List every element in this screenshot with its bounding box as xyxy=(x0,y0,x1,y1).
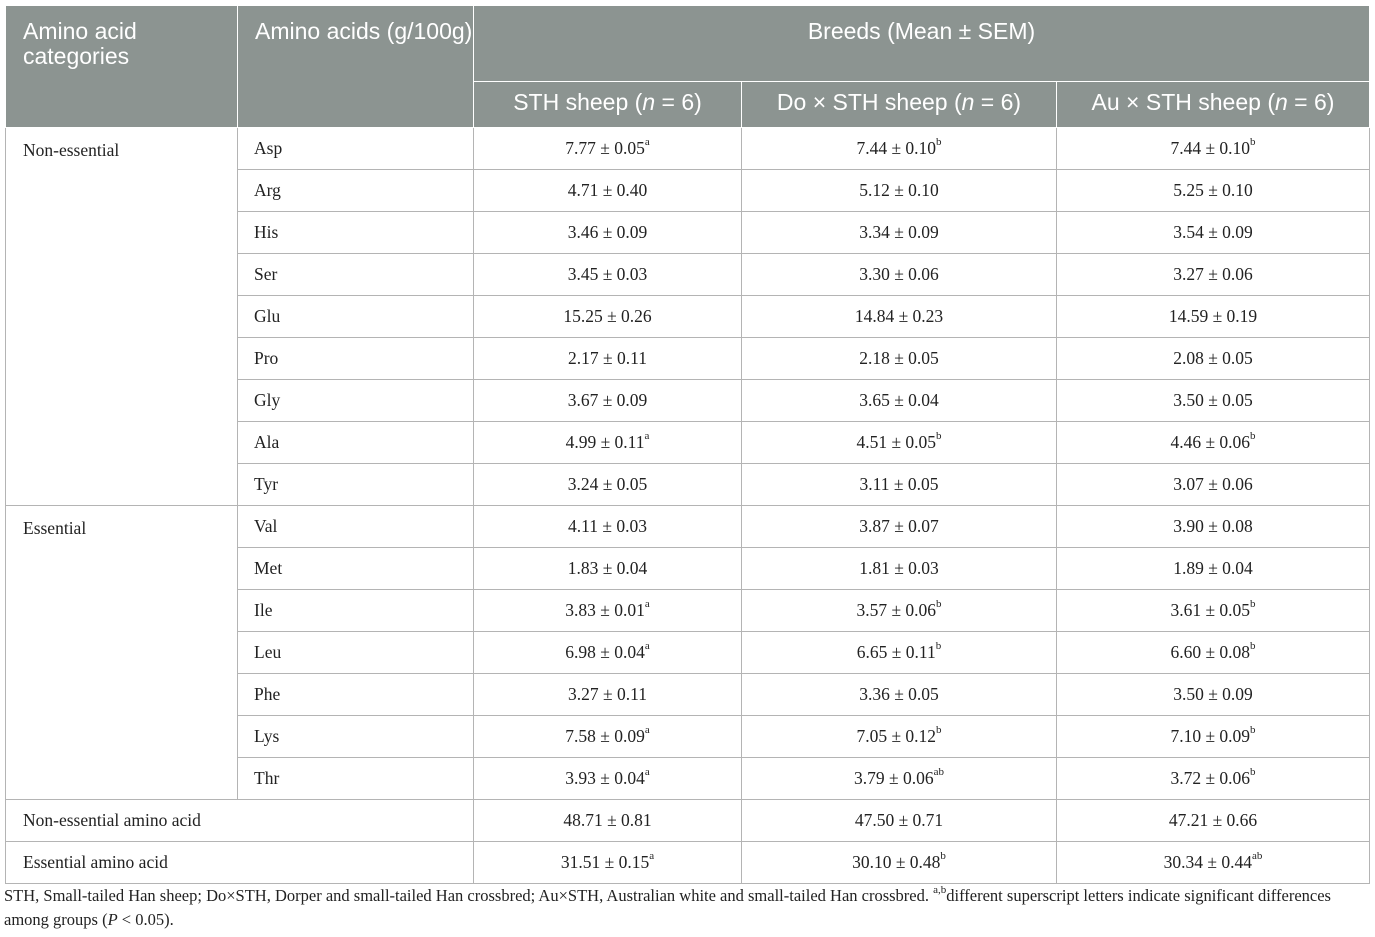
value-text: 3.27 ± 0.11 xyxy=(568,684,647,704)
table-row xyxy=(6,128,1370,170)
value-cell xyxy=(1057,674,1370,716)
table-footnote: STH, Small-tailed Han sheep; Do×STH, Dorper and small-tailed Han crossbred; Au×STH, Australian white and small-tailed Han crossbred. $^{a,b}$different superscript letters indicate significant differences among groups (P < 0.05). xyxy=(4,883,1331,929)
value-text: 3.83 ± 0.01 xyxy=(565,600,645,620)
significance-superscript: b xyxy=(1250,724,1256,737)
significance-superscript: b xyxy=(935,640,942,653)
header-amino-acids: Amino acids (g/100g) xyxy=(238,6,474,128)
value-text: 31.51 ± 0.15 xyxy=(560,852,650,872)
significance-superscript: b xyxy=(936,598,942,611)
table-header xyxy=(6,6,1370,128)
table-row xyxy=(6,506,1370,548)
value-cell xyxy=(474,800,742,842)
value-text: 30.10 ± 0.48 xyxy=(852,852,941,872)
header-breed-sth: STH sheep (n = 6) xyxy=(474,82,742,128)
value-text: 4.46 ± 0.06 xyxy=(1170,432,1251,452)
category-essential: Essential xyxy=(6,506,238,800)
value-text: 3.90 ± 0.08 xyxy=(1173,516,1253,536)
amino-acid-table-container xyxy=(5,5,1369,884)
value-text: 3.61 ± 0.05 xyxy=(1170,600,1251,620)
value-cell xyxy=(1057,254,1370,296)
header-category: Amino acid categories xyxy=(6,6,238,128)
table-body xyxy=(6,128,1370,884)
value-text: 3.11 ± 0.05 xyxy=(859,474,939,494)
value-text: 1.83 ± 0.04 xyxy=(567,558,648,578)
amino-acid-name: Ile xyxy=(238,590,474,632)
value-text: 48.71 ± 0.81 xyxy=(563,810,652,830)
value-cell xyxy=(1057,716,1370,758)
value-cell xyxy=(742,170,1057,212)
value-text: 3.27 ± 0.06 xyxy=(1173,264,1253,284)
value-text: 3.46 ± 0.09 xyxy=(567,222,648,242)
value-cell xyxy=(742,380,1057,422)
value-cell xyxy=(742,674,1057,716)
value-text: 3.72 ± 0.06 xyxy=(1170,768,1251,788)
value-text: 7.44 ± 0.10 xyxy=(1170,138,1251,158)
amino-acid-name: His xyxy=(238,212,474,254)
value-text: 3.36 ± 0.05 xyxy=(859,684,939,704)
value-cell xyxy=(742,548,1057,590)
significance-superscript: b xyxy=(1250,640,1256,653)
value-text: 6.60 ± 0.08 xyxy=(1170,642,1251,662)
amino-acid-name: Ser xyxy=(238,254,474,296)
value-text: 4.71 ± 0.40 xyxy=(567,180,648,200)
value-cell xyxy=(742,464,1057,506)
amino-acid-name: Met xyxy=(238,548,474,590)
value-cell xyxy=(742,212,1057,254)
value-text: 7.05 ± 0.12 xyxy=(856,726,937,746)
significance-superscript: a xyxy=(644,136,650,149)
value-cell xyxy=(474,254,742,296)
value-text: 4.99 ± 0.11 xyxy=(565,432,645,452)
value-cell xyxy=(474,590,742,632)
significance-superscript: b xyxy=(936,724,942,737)
value-text: 3.50 ± 0.05 xyxy=(1173,390,1253,410)
value-cell xyxy=(1057,128,1370,170)
significance-superscript: a xyxy=(644,598,650,611)
value-cell xyxy=(1057,506,1370,548)
value-text: 3.93 ± 0.04 xyxy=(565,768,645,788)
header-breed-do-sth: Do × STH sheep (n = 6) xyxy=(742,82,1057,128)
value-cell xyxy=(1057,632,1370,674)
value-text: 5.12 ± 0.10 xyxy=(859,180,939,200)
value-text: 30.34 ± 0.44 xyxy=(1163,852,1252,872)
value-text: 3.45 ± 0.03 xyxy=(567,264,648,284)
amino-acid-name: Thr xyxy=(238,758,474,800)
value-text: 3.79 ± 0.06 xyxy=(854,768,934,788)
value-cell xyxy=(474,212,742,254)
header-breed-au-sth: Au × STH sheep (n = 6) xyxy=(1057,82,1370,128)
value-text: 14.84 ± 0.23 xyxy=(854,306,944,326)
value-text: 3.30 ± 0.06 xyxy=(859,264,939,284)
value-cell xyxy=(474,296,742,338)
significance-superscript: b xyxy=(936,136,942,149)
value-text: 15.25 ± 0.26 xyxy=(563,306,652,326)
amino-acid-name: Gly xyxy=(238,380,474,422)
value-cell xyxy=(742,632,1057,674)
value-text: 2.18 ± 0.05 xyxy=(859,348,939,368)
value-text: 3.54 ± 0.09 xyxy=(1173,222,1253,242)
total-label: Non-essential amino acid xyxy=(6,800,474,842)
value-text: 7.10 ± 0.09 xyxy=(1170,726,1251,746)
value-text: 5.25 ± 0.10 xyxy=(1173,180,1253,200)
significance-superscript: b xyxy=(1250,136,1256,149)
value-cell xyxy=(474,632,742,674)
significance-superscript: b xyxy=(1250,430,1256,443)
amino-acid-name: Ala xyxy=(238,422,474,464)
value-cell xyxy=(474,170,742,212)
total-row xyxy=(6,800,1370,842)
value-cell xyxy=(1057,380,1370,422)
value-text: 3.50 ± 0.09 xyxy=(1173,684,1253,704)
value-cell xyxy=(742,128,1057,170)
value-cell xyxy=(474,464,742,506)
significance-superscript: b xyxy=(1250,766,1256,779)
significance-superscript: a xyxy=(644,724,650,737)
value-cell xyxy=(1057,758,1370,800)
value-cell xyxy=(474,548,742,590)
value-cell xyxy=(474,842,742,884)
value-text: 1.89 ± 0.04 xyxy=(1173,558,1253,578)
value-cell xyxy=(742,758,1057,800)
value-cell xyxy=(1057,422,1370,464)
value-cell xyxy=(1057,842,1370,884)
value-cell xyxy=(474,506,742,548)
significance-superscript: ab xyxy=(933,766,944,779)
value-cell xyxy=(742,422,1057,464)
value-cell xyxy=(742,506,1057,548)
value-cell xyxy=(1057,338,1370,380)
value-text: 2.08 ± 0.05 xyxy=(1173,348,1253,368)
value-text: 1.81 ± 0.03 xyxy=(859,558,939,578)
value-text: 6.65 ± 0.11 xyxy=(856,642,936,662)
total-row xyxy=(6,842,1370,884)
value-cell xyxy=(742,842,1057,884)
significance-superscript: ab xyxy=(1251,850,1263,863)
value-cell xyxy=(1057,590,1370,632)
significance-superscript: a xyxy=(644,430,650,443)
header-breeds-group: Breeds (Mean ± SEM) xyxy=(474,6,1370,82)
significance-superscript: b xyxy=(936,430,942,443)
value-text: 14.59 ± 0.19 xyxy=(1168,306,1258,326)
value-text: 3.67 ± 0.09 xyxy=(567,390,648,410)
value-cell xyxy=(1057,464,1370,506)
value-cell xyxy=(474,674,742,716)
value-text: 4.11 ± 0.03 xyxy=(568,516,647,536)
value-cell xyxy=(742,296,1057,338)
total-label: Essential amino acid xyxy=(6,842,474,884)
amino-acid-name: Asp xyxy=(238,128,474,170)
value-cell xyxy=(742,716,1057,758)
value-text: 3.07 ± 0.06 xyxy=(1173,474,1253,494)
value-text: 3.34 ± 0.09 xyxy=(859,222,939,242)
value-cell xyxy=(474,758,742,800)
value-cell xyxy=(1057,212,1370,254)
value-text: 47.21 ± 0.66 xyxy=(1168,810,1258,830)
amino-acid-name: Val xyxy=(238,506,474,548)
value-cell xyxy=(474,380,742,422)
value-text: 47.50 ± 0.71 xyxy=(854,810,944,830)
value-cell xyxy=(474,128,742,170)
amino-acid-name: Pro xyxy=(238,338,474,380)
value-text: 7.44 ± 0.10 xyxy=(856,138,937,158)
value-text: 2.17 ± 0.11 xyxy=(568,348,647,368)
value-text: 4.51 ± 0.05 xyxy=(856,432,937,452)
value-cell xyxy=(1057,296,1370,338)
value-cell xyxy=(474,716,742,758)
value-text: 3.24 ± 0.05 xyxy=(567,474,648,494)
amino-acid-name: Glu xyxy=(238,296,474,338)
value-cell xyxy=(1057,548,1370,590)
value-cell xyxy=(742,590,1057,632)
significance-superscript: b xyxy=(940,850,946,863)
value-cell xyxy=(742,338,1057,380)
value-cell xyxy=(474,338,742,380)
amino-acid-name: Lys xyxy=(238,716,474,758)
value-text: 6.98 ± 0.04 xyxy=(565,642,645,662)
amino-acid-name: Leu xyxy=(238,632,474,674)
value-cell xyxy=(1057,170,1370,212)
category-nonessential: Non-essential xyxy=(6,128,238,506)
value-text: 7.77 ± 0.05 xyxy=(565,138,645,158)
significance-superscript: a xyxy=(644,766,650,779)
amino-acid-name: Tyr xyxy=(238,464,474,506)
value-cell xyxy=(1057,800,1370,842)
value-cell xyxy=(742,254,1057,296)
value-text: 3.57 ± 0.06 xyxy=(856,600,937,620)
value-text: 7.58 ± 0.09 xyxy=(565,726,645,746)
amino-acid-name: Phe xyxy=(238,674,474,716)
value-cell xyxy=(474,422,742,464)
amino-acid-name: Arg xyxy=(238,170,474,212)
significance-superscript: a xyxy=(649,850,655,863)
value-text: 3.65 ± 0.04 xyxy=(859,390,939,410)
significance-superscript: b xyxy=(1250,598,1256,611)
significance-superscript: a xyxy=(644,640,650,653)
amino-acid-table xyxy=(5,5,1370,884)
value-text: 3.87 ± 0.07 xyxy=(859,516,939,536)
value-cell xyxy=(742,800,1057,842)
